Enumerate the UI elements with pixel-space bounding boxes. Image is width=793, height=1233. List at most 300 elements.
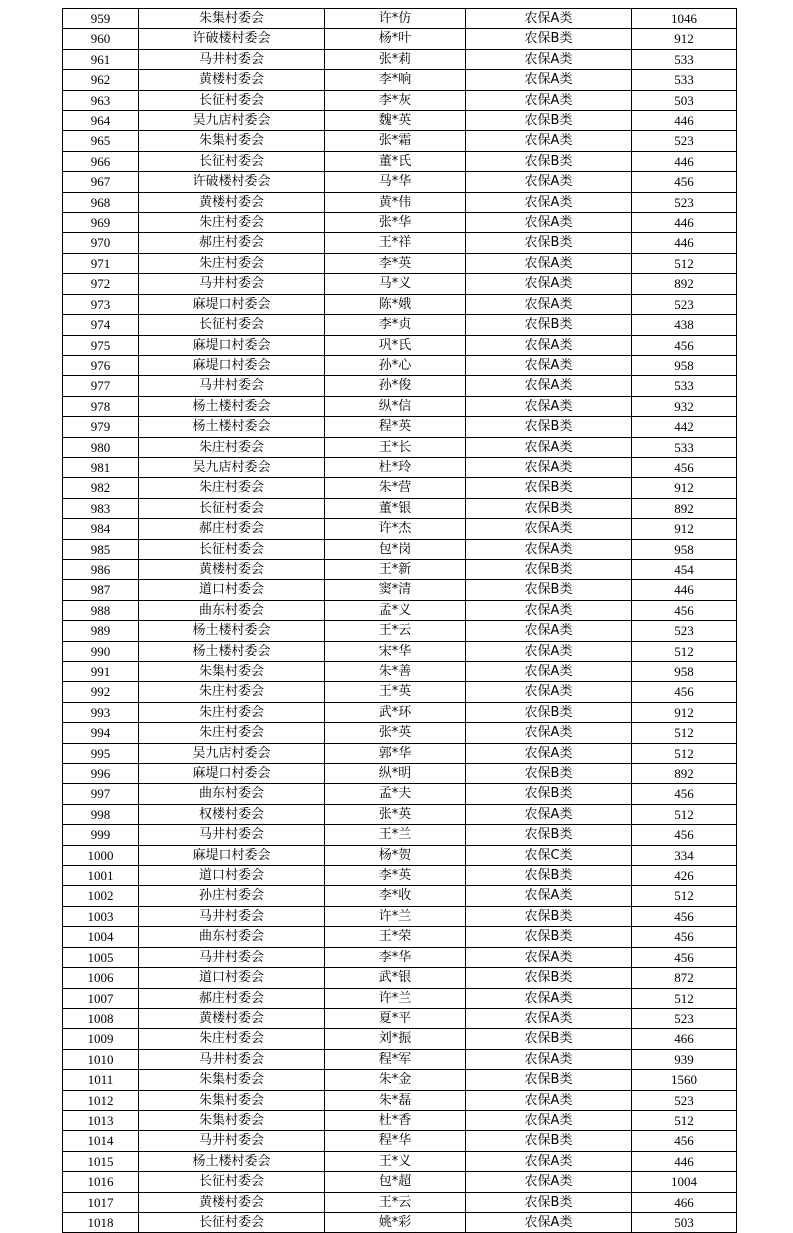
- cell-name: 程*华: [325, 1131, 466, 1151]
- cell-category: 农保A类: [466, 743, 632, 763]
- cell-category: 农保A类: [466, 172, 632, 192]
- cell-village: 长征村委会: [139, 315, 325, 335]
- cell-amount: 512: [632, 988, 737, 1008]
- cell-name: 王*兰: [325, 825, 466, 845]
- cell-index: 978: [63, 396, 139, 416]
- cell-index: 982: [63, 478, 139, 498]
- cell-village: 黄楼村委会: [139, 559, 325, 579]
- cell-village: 马井村委会: [139, 376, 325, 396]
- cell-village: 道口村委会: [139, 968, 325, 988]
- table-row: [63, 355, 737, 375]
- cell-village: 长征村委会: [139, 1172, 325, 1192]
- cell-village: 马井村委会: [139, 825, 325, 845]
- cell-category: 农保A类: [466, 1049, 632, 1069]
- cell-amount: 1560: [632, 1070, 737, 1090]
- cell-village: 许破楼村委会: [139, 172, 325, 192]
- cell-village: 朱集村委会: [139, 662, 325, 682]
- cell-index: 1006: [63, 968, 139, 988]
- cell-village: 黄楼村委会: [139, 192, 325, 212]
- table-row: [63, 9, 737, 29]
- table-row: [63, 1110, 737, 1130]
- cell-village: 吴九店村委会: [139, 457, 325, 477]
- table-row: [63, 784, 737, 804]
- table-row: [63, 845, 737, 865]
- cell-name: 王*云: [325, 1192, 466, 1212]
- cell-amount: 958: [632, 539, 737, 559]
- table-row: [63, 437, 737, 457]
- cell-village: 朱集村委会: [139, 131, 325, 151]
- cell-index: 981: [63, 457, 139, 477]
- cell-name: 黄*伟: [325, 192, 466, 212]
- table-row: [63, 1008, 737, 1028]
- cell-index: 965: [63, 131, 139, 151]
- table-row: [63, 641, 737, 661]
- table-row: [63, 498, 737, 518]
- cell-village: 朱庄村委会: [139, 213, 325, 233]
- cell-name: 武*环: [325, 702, 466, 722]
- cell-name: 张*英: [325, 723, 466, 743]
- cell-index: 1007: [63, 988, 139, 1008]
- cell-village: 麻堤口村委会: [139, 294, 325, 314]
- table-row: [63, 580, 737, 600]
- cell-category: 农保A类: [466, 396, 632, 416]
- table-row: [63, 866, 737, 886]
- cell-amount: 892: [632, 274, 737, 294]
- cell-category: 农保B类: [466, 478, 632, 498]
- cell-village: 黄楼村委会: [139, 1192, 325, 1212]
- cell-index: 988: [63, 600, 139, 620]
- cell-amount: 438: [632, 315, 737, 335]
- cell-index: 989: [63, 621, 139, 641]
- cell-name: 孙*心: [325, 355, 466, 375]
- cell-category: 农保B类: [466, 764, 632, 784]
- cell-village: 朱庄村委会: [139, 253, 325, 273]
- cell-category: 农保A类: [466, 192, 632, 212]
- cell-category: 农保B类: [466, 1192, 632, 1212]
- cell-village: 权楼村委会: [139, 804, 325, 824]
- cell-amount: 1004: [632, 1172, 737, 1192]
- cell-index: 972: [63, 274, 139, 294]
- cell-index: 1011: [63, 1070, 139, 1090]
- cell-name: 许*兰: [325, 906, 466, 926]
- cell-amount: 442: [632, 417, 737, 437]
- cell-village: 朱集村委会: [139, 1070, 325, 1090]
- cell-name: 杜*香: [325, 1110, 466, 1130]
- cell-village: 麻堤口村委会: [139, 764, 325, 784]
- cell-village: 杨土楼村委会: [139, 621, 325, 641]
- cell-index: 992: [63, 682, 139, 702]
- table-row: [63, 49, 737, 69]
- cell-index: 977: [63, 376, 139, 396]
- cell-index: 963: [63, 90, 139, 110]
- cell-amount: 523: [632, 1090, 737, 1110]
- table-row: [63, 662, 737, 682]
- cell-index: 1009: [63, 1029, 139, 1049]
- cell-village: 朱庄村委会: [139, 723, 325, 743]
- cell-village: 朱庄村委会: [139, 702, 325, 722]
- cell-index: 975: [63, 335, 139, 355]
- table-row: [63, 600, 737, 620]
- table-body: [63, 9, 737, 1233]
- cell-category: 农保B类: [466, 702, 632, 722]
- cell-village: 长征村委会: [139, 90, 325, 110]
- cell-index: 1002: [63, 886, 139, 906]
- cell-village: 道口村委会: [139, 580, 325, 600]
- cell-name: 程*英: [325, 417, 466, 437]
- cell-category: 农保A类: [466, 621, 632, 641]
- table-row: [63, 417, 737, 437]
- cell-amount: 533: [632, 70, 737, 90]
- table-row: [63, 621, 737, 641]
- cell-index: 979: [63, 417, 139, 437]
- table-row: [63, 70, 737, 90]
- cell-amount: 523: [632, 294, 737, 314]
- cell-index: 997: [63, 784, 139, 804]
- cell-village: 吴九店村委会: [139, 111, 325, 131]
- cell-name: 朱*磊: [325, 1090, 466, 1110]
- cell-index: 994: [63, 723, 139, 743]
- cell-amount: 446: [632, 233, 737, 253]
- cell-index: 986: [63, 559, 139, 579]
- cell-category: 农保B类: [466, 825, 632, 845]
- cell-category: 农保B类: [466, 968, 632, 988]
- table-row: [63, 702, 737, 722]
- cell-category: 农保A类: [466, 804, 632, 824]
- table-row: [63, 335, 737, 355]
- cell-amount: 456: [632, 927, 737, 947]
- cell-amount: 456: [632, 1131, 737, 1151]
- cell-amount: 512: [632, 886, 737, 906]
- cell-village: 麻堤口村委会: [139, 845, 325, 865]
- table-row: [63, 1090, 737, 1110]
- cell-index: 1000: [63, 845, 139, 865]
- table-row: [63, 906, 737, 926]
- cell-name: 李*贞: [325, 315, 466, 335]
- cell-name: 董*氏: [325, 151, 466, 171]
- cell-category: 农保A类: [466, 947, 632, 967]
- cell-category: 农保B类: [466, 927, 632, 947]
- cell-amount: 912: [632, 519, 737, 539]
- cell-amount: 523: [632, 131, 737, 151]
- table-row: [63, 1049, 737, 1069]
- cell-amount: 912: [632, 29, 737, 49]
- table-row: [63, 131, 737, 151]
- cell-category: 农保A类: [466, 253, 632, 273]
- cell-category: 农保B类: [466, 1131, 632, 1151]
- cell-category: 农保B类: [466, 29, 632, 49]
- cell-index: 1003: [63, 906, 139, 926]
- cell-category: 农保A类: [466, 457, 632, 477]
- table-row: [63, 192, 737, 212]
- cell-index: 970: [63, 233, 139, 253]
- cell-name: 包*岗: [325, 539, 466, 559]
- cell-amount: 503: [632, 1212, 737, 1232]
- cell-category: 农保A类: [466, 70, 632, 90]
- cell-index: 1016: [63, 1172, 139, 1192]
- table-row: [63, 804, 737, 824]
- cell-amount: 512: [632, 641, 737, 661]
- cell-index: 1001: [63, 866, 139, 886]
- cell-name: 李*收: [325, 886, 466, 906]
- cell-village: 长征村委会: [139, 539, 325, 559]
- cell-index: 996: [63, 764, 139, 784]
- cell-amount: 512: [632, 723, 737, 743]
- cell-category: 农保A类: [466, 131, 632, 151]
- cell-category: 农保A类: [466, 1008, 632, 1028]
- cell-index: 1004: [63, 927, 139, 947]
- cell-amount: 466: [632, 1192, 737, 1212]
- cell-amount: 456: [632, 784, 737, 804]
- table-row: [63, 1131, 737, 1151]
- cell-name: 王*荣: [325, 927, 466, 947]
- cell-name: 李*灰: [325, 90, 466, 110]
- cell-amount: 533: [632, 437, 737, 457]
- cell-name: 纵*明: [325, 764, 466, 784]
- cell-name: 郭*华: [325, 743, 466, 763]
- cell-amount: 456: [632, 335, 737, 355]
- cell-category: 农保B类: [466, 580, 632, 600]
- cell-village: 许破楼村委会: [139, 29, 325, 49]
- cell-name: 宋*华: [325, 641, 466, 661]
- cell-category: 农保A类: [466, 294, 632, 314]
- cell-category: 农保B类: [466, 784, 632, 804]
- cell-category: 农保B类: [466, 1029, 632, 1049]
- cell-village: 长征村委会: [139, 151, 325, 171]
- table-row: [63, 559, 737, 579]
- cell-village: 朱庄村委会: [139, 682, 325, 702]
- table-row: [63, 825, 737, 845]
- table-row: [63, 539, 737, 559]
- cell-village: 朱庄村委会: [139, 1029, 325, 1049]
- table-row: [63, 988, 737, 1008]
- cell-village: 杨土楼村委会: [139, 641, 325, 661]
- cell-index: 968: [63, 192, 139, 212]
- cell-village: 马井村委会: [139, 1049, 325, 1069]
- cell-index: 1014: [63, 1131, 139, 1151]
- table-row: [63, 968, 737, 988]
- table-row: [63, 519, 737, 539]
- cell-name: 陈*娥: [325, 294, 466, 314]
- table-row: [63, 1192, 737, 1212]
- cell-amount: 456: [632, 825, 737, 845]
- table-row: [63, 396, 737, 416]
- cell-name: 窦*清: [325, 580, 466, 600]
- cell-index: 966: [63, 151, 139, 171]
- table-row: [63, 1070, 737, 1090]
- cell-village: 曲东村委会: [139, 600, 325, 620]
- cell-amount: 892: [632, 498, 737, 518]
- cell-amount: 523: [632, 621, 737, 641]
- cell-index: 1013: [63, 1110, 139, 1130]
- cell-name: 许*仿: [325, 9, 466, 29]
- cell-amount: 334: [632, 845, 737, 865]
- cell-name: 夏*平: [325, 1008, 466, 1028]
- cell-index: 1018: [63, 1212, 139, 1232]
- cell-village: 朱庄村委会: [139, 478, 325, 498]
- cell-index: 960: [63, 29, 139, 49]
- cell-amount: 446: [632, 1151, 737, 1171]
- cell-category: 农保A类: [466, 335, 632, 355]
- cell-name: 董*银: [325, 498, 466, 518]
- cell-index: 973: [63, 294, 139, 314]
- cell-category: 农保A类: [466, 9, 632, 29]
- cell-name: 朱*善: [325, 662, 466, 682]
- cell-index: 1005: [63, 947, 139, 967]
- cell-name: 张*英: [325, 804, 466, 824]
- cell-amount: 456: [632, 457, 737, 477]
- cell-index: 983: [63, 498, 139, 518]
- table-row: [63, 457, 737, 477]
- cell-amount: 939: [632, 1049, 737, 1069]
- table-row: [63, 111, 737, 131]
- table-row: [63, 1212, 737, 1232]
- cell-index: 995: [63, 743, 139, 763]
- cell-index: 987: [63, 580, 139, 600]
- cell-amount: 456: [632, 947, 737, 967]
- cell-category: 农保A类: [466, 600, 632, 620]
- cell-index: 1008: [63, 1008, 139, 1028]
- cell-amount: 456: [632, 906, 737, 926]
- cell-name: 纵*信: [325, 396, 466, 416]
- cell-name: 王*英: [325, 682, 466, 702]
- cell-name: 程*军: [325, 1049, 466, 1069]
- table-row: [63, 151, 737, 171]
- cell-index: 1015: [63, 1151, 139, 1171]
- cell-name: 李*响: [325, 70, 466, 90]
- cell-amount: 512: [632, 253, 737, 273]
- table-row: [63, 253, 737, 273]
- cell-amount: 503: [632, 90, 737, 110]
- table-row: [63, 29, 737, 49]
- cell-village: 黄楼村委会: [139, 1008, 325, 1028]
- cell-category: 农保A类: [466, 539, 632, 559]
- cell-amount: 466: [632, 1029, 737, 1049]
- cell-index: 999: [63, 825, 139, 845]
- cell-amount: 456: [632, 600, 737, 620]
- cell-index: 991: [63, 662, 139, 682]
- cell-amount: 533: [632, 49, 737, 69]
- table-row: [63, 274, 737, 294]
- cell-amount: 523: [632, 192, 737, 212]
- cell-village: 郝庄村委会: [139, 519, 325, 539]
- cell-village: 麻堤口村委会: [139, 355, 325, 375]
- cell-amount: 872: [632, 968, 737, 988]
- cell-village: 马井村委会: [139, 274, 325, 294]
- cell-amount: 892: [632, 764, 737, 784]
- cell-name: 魏*英: [325, 111, 466, 131]
- cell-amount: 446: [632, 213, 737, 233]
- cell-amount: 446: [632, 580, 737, 600]
- table-row: [63, 947, 737, 967]
- table-row: [63, 743, 737, 763]
- cell-category: 农保B类: [466, 866, 632, 886]
- cell-index: 985: [63, 539, 139, 559]
- cell-name: 许*兰: [325, 988, 466, 1008]
- table-row: [63, 294, 737, 314]
- cell-category: 农保A类: [466, 90, 632, 110]
- cell-village: 马井村委会: [139, 49, 325, 69]
- cell-category: 农保A类: [466, 1172, 632, 1192]
- cell-village: 曲东村委会: [139, 784, 325, 804]
- cell-village: 朱集村委会: [139, 1110, 325, 1130]
- cell-name: 李*英: [325, 866, 466, 886]
- table-row: [63, 315, 737, 335]
- cell-name: 巩*氏: [325, 335, 466, 355]
- cell-index: 962: [63, 70, 139, 90]
- cell-category: 农保B类: [466, 111, 632, 131]
- cell-village: 郝庄村委会: [139, 233, 325, 253]
- cell-village: 长征村委会: [139, 1212, 325, 1232]
- cell-name: 张*霜: [325, 131, 466, 151]
- cell-amount: 446: [632, 151, 737, 171]
- cell-name: 王*义: [325, 1151, 466, 1171]
- cell-amount: 958: [632, 355, 737, 375]
- cell-amount: 958: [632, 662, 737, 682]
- cell-category: 农保A类: [466, 1110, 632, 1130]
- cell-category: 农保B类: [466, 498, 632, 518]
- cell-amount: 446: [632, 111, 737, 131]
- cell-name: 刘*振: [325, 1029, 466, 1049]
- cell-category: 农保A类: [466, 662, 632, 682]
- table-row: [63, 376, 737, 396]
- cell-name: 姚*彩: [325, 1212, 466, 1232]
- cell-index: 971: [63, 253, 139, 273]
- cell-amount: 456: [632, 172, 737, 192]
- cell-name: 李*华: [325, 947, 466, 967]
- cell-category: 农保A类: [466, 682, 632, 702]
- cell-category: 农保A类: [466, 1090, 632, 1110]
- cell-amount: 932: [632, 396, 737, 416]
- table-row: [63, 1172, 737, 1192]
- cell-amount: 912: [632, 702, 737, 722]
- cell-name: 王*新: [325, 559, 466, 579]
- cell-index: 964: [63, 111, 139, 131]
- cell-index: 969: [63, 213, 139, 233]
- cell-name: 孟*义: [325, 600, 466, 620]
- cell-village: 吴九店村委会: [139, 743, 325, 763]
- cell-category: 农保A类: [466, 213, 632, 233]
- cell-category: 农保A类: [466, 1212, 632, 1232]
- cell-name: 杨*贺: [325, 845, 466, 865]
- cell-name: 张*莉: [325, 49, 466, 69]
- cell-category: 农保B类: [466, 906, 632, 926]
- cell-name: 张*华: [325, 213, 466, 233]
- cell-village: 马井村委会: [139, 906, 325, 926]
- cell-category: 农保A类: [466, 988, 632, 1008]
- cell-village: 道口村委会: [139, 866, 325, 886]
- cell-name: 马*义: [325, 274, 466, 294]
- cell-name: 许*杰: [325, 519, 466, 539]
- cell-name: 杨*叶: [325, 29, 466, 49]
- table-row: [63, 172, 737, 192]
- table-row: [63, 213, 737, 233]
- table-row: [63, 1029, 737, 1049]
- cell-index: 990: [63, 641, 139, 661]
- cell-category: 农保B类: [466, 1070, 632, 1090]
- cell-index: 961: [63, 49, 139, 69]
- cell-amount: 1046: [632, 9, 737, 29]
- cell-name: 马*华: [325, 172, 466, 192]
- cell-index: 993: [63, 702, 139, 722]
- table-row: [63, 1151, 737, 1171]
- cell-village: 朱集村委会: [139, 1090, 325, 1110]
- cell-name: 王*长: [325, 437, 466, 457]
- table-row: [63, 478, 737, 498]
- cell-name: 孙*俊: [325, 376, 466, 396]
- cell-index: 1017: [63, 1192, 139, 1212]
- cell-village: 郝庄村委会: [139, 988, 325, 1008]
- cell-amount: 523: [632, 1008, 737, 1028]
